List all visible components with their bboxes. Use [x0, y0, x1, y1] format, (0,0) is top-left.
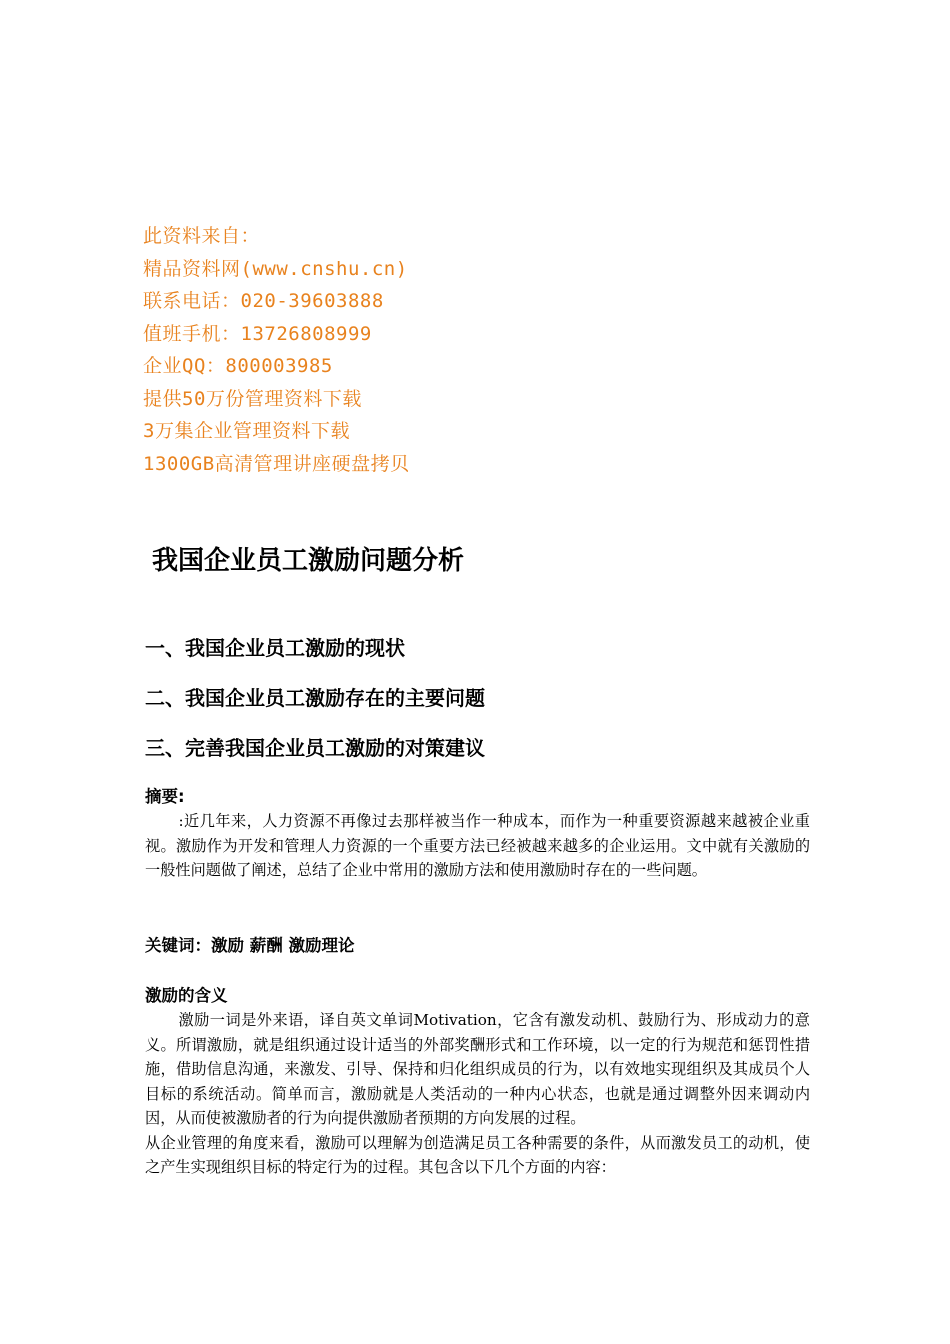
source-line-phone: 联系电话：020-39603888 — [143, 290, 384, 312]
abstract-text: :近几年来，人力资源不再像过去那样被当作一种成本，而作为一种重要资源越来越被企业重视。激励作为开发和管理人力资源的一个重要方法已经被越来越多的企业运用。文中就有关激励的一般性问题做了阐述，总结了企业中常用的激励方法和使用激励时存在的一些问题。 — [145, 812, 810, 879]
abstract-section — [145, 785, 810, 883]
toc-item-2: 二、我国企业员工激励存在的主要问题 — [145, 686, 485, 710]
table-of-contents — [145, 633, 485, 783]
keywords-section — [145, 934, 810, 958]
source-info-block — [143, 220, 743, 480]
meaning-section — [145, 984, 810, 1180]
document-title: 我国企业员工激励问题分析 — [152, 546, 465, 576]
meaning-paragraph-1: 激励一词是外来语，译自英文单词Motivation，它含有激发动机、鼓励行为、形成动力的意义。所谓激励，就是组织通过设计适当的外部奖酬形式和工作环境，以一定的行为规范和惩罚性措施，借助信息沟通，来激发、引导、保持和归化组织成员的行为，以有效地实现组织及其成员个人目标的系统活动。简单而言，激励就是人类活动的一种内心状态，也就是通过调整外因来调动内因，从而使被激励者的行为向提供激励者预期的方向发展的过程。 — [145, 1011, 810, 1127]
toc-item-3: 三、完善我国企业员工激励的对策建议 — [145, 736, 485, 760]
source-line-offer-1: 提供50万份管理资料下载 — [143, 387, 362, 410]
keywords-line: 关键词：激励 薪酬 激励理论 — [145, 936, 355, 955]
toc-item-1: 一、我国企业员工激励的现状 — [145, 636, 405, 660]
source-line-offer-3: 1300GB高清管理讲座硬盘拷贝 — [143, 452, 410, 475]
source-line-mobile: 值班手机：13726808999 — [143, 322, 372, 345]
source-line-header: 此资料来自： — [143, 225, 261, 247]
meaning-paragraph-2: 从企业管理的角度来看，激励可以理解为创造满足员工各种需要的条件，从而激发员工的动机，使之产生实现组织目标的特定行为的过程。其包含以下几个方面的内容： — [145, 1133, 810, 1176]
abstract-label: 摘要: — [145, 787, 185, 806]
meaning-heading: 激励的含义 — [145, 986, 228, 1005]
source-line-offer-2: 3万集企业管理资料下载 — [143, 420, 350, 442]
source-line-website[interactable]: 精品资料网(www.cnshu.cn) — [143, 257, 408, 280]
source-line-qq: 企业QQ：800003985 — [143, 355, 333, 377]
